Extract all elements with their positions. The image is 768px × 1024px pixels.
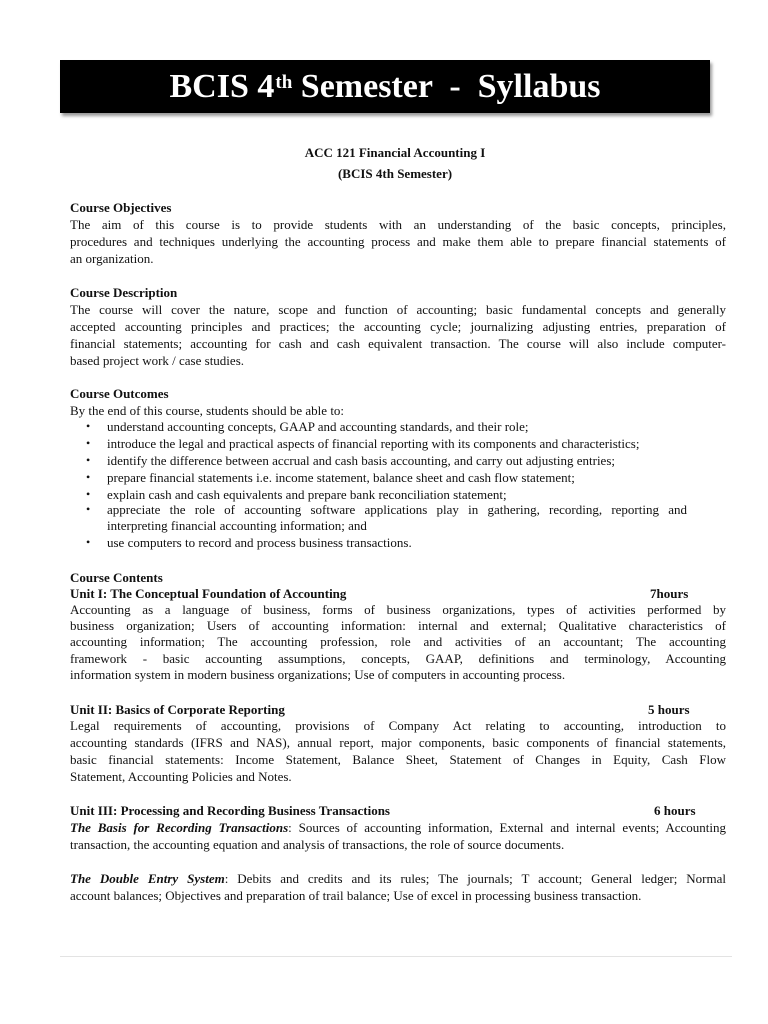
unit3-double-line — [70, 870, 726, 887]
description-heading: Course Description — [70, 285, 178, 300]
unit3-basis-text: : Sources of accounting information, External and internal events; Accounting — [288, 820, 726, 835]
unit1-line: business organization; Users of accounting information: internal and external; Qualitative characteristics of — [70, 618, 726, 633]
unit1-title: Unit I: The Conceptual Foundation of Accounting — [70, 586, 347, 601]
outcome-item: appreciate the role of accounting software applications play in gathering, recording, reporting and — [107, 502, 687, 517]
outcomes-intro: By the end of this course, students should be able to: — [70, 403, 345, 418]
bullet-icon: • — [86, 470, 91, 484]
outcome-item: identify the difference between accrual and cash basis accounting, and carry out adjusting entries; — [107, 453, 616, 468]
unit2-title: Unit II: Basics of Corporate Reporting — [70, 702, 285, 717]
objectives-line: The aim of this course is to provide students with an understanding of the basic concepts, principles, — [70, 217, 726, 232]
bullet-icon: • — [86, 502, 91, 516]
description-line: The course will cover the nature, scope and function of accounting; basic fundamental concepts and generally — [70, 302, 726, 317]
syllabus-banner — [60, 60, 710, 113]
description-line: based project work / case studies. — [70, 353, 245, 368]
unit3-basis-line: transaction, the accounting equation and analysis of transactions, the role of source documents. — [70, 837, 565, 852]
outcome-item-continuation: interpreting financial accounting information; and — [107, 518, 367, 533]
outcome-item: introduce the legal and practical aspects of financial reporting with its components and characteristics; — [107, 436, 640, 451]
unit1-hours: 7hours — [650, 586, 689, 601]
unit1-line: accounting information; The accounting profession, role and activities of an accountant; The accounting — [70, 634, 726, 649]
outcomes-heading: Course Outcomes — [70, 386, 169, 401]
outcome-item: prepare financial statements i.e. income statement, balance sheet and cash flow statement; — [107, 470, 575, 485]
unit1-line: Accounting as a language of business, forms of business organizations, types of activities performed by — [70, 602, 726, 617]
description-line: accepted accounting principles and practices; the accounting cycle; journalizing adjusting entries, preparation of — [70, 319, 726, 334]
objectives-line: an organization. — [70, 251, 154, 266]
outcome-item: understand accounting concepts, GAAP and accounting standards, and their role; — [107, 419, 529, 434]
unit3-double-line: account balances; Objectives and preparation of trail balance; Use of excel in processing business transaction. — [70, 888, 642, 903]
bullet-icon: • — [86, 436, 91, 450]
unit3-double-label: The Double Entry System — [70, 871, 225, 886]
footer-divider — [60, 956, 732, 957]
unit2-line: Legal requirements of accounting, provisions of Company Act relating to accounting, introduction to — [70, 718, 726, 733]
objectives-heading: Course Objectives — [70, 200, 172, 215]
contents-heading: Course Contents — [70, 570, 163, 585]
course-title: ACC 121 Financial Accounting I — [304, 145, 486, 160]
unit1-line: information system in modern business organizations; Use of computers in accounting process. — [70, 667, 566, 682]
unit2-line: Statement, Accounting Policies and Notes. — [70, 769, 292, 784]
description-line: financial statements; accounting for cash and cash equivalent transaction. The course will also include computer- — [70, 336, 726, 351]
unit2-line: accounting standards (IFRS and NAS), annual report, major components, basic components of financial statements, — [70, 735, 726, 750]
outcome-item: use computers to record and process business transactions. — [107, 535, 412, 550]
bullet-icon: • — [86, 419, 91, 433]
course-semester: (BCIS 4th Semester) — [337, 166, 453, 181]
objectives-line: procedures and techniques underlying the accounting process and make them able to prepare financial statements of — [70, 234, 726, 249]
bullet-icon: • — [86, 487, 91, 501]
unit3-title: Unit III: Processing and Recording Business Transactions — [70, 803, 390, 818]
banner-suffix: Semester - Syllabus — [292, 67, 601, 105]
unit2-line: basic financial statements: Income Statement, Balance Sheet, Statement of Changes in Equity, Cash Flow — [70, 752, 726, 767]
unit2-hours: 5 hours — [648, 702, 690, 717]
unit3-double-text: : Debits and credits and its rules; The journals; T account; General ledger; Normal — [224, 871, 726, 886]
outcome-item: explain cash and cash equivalents and prepare bank reconciliation statement; — [107, 487, 507, 502]
banner-prefix: BCIS 4 — [169, 67, 275, 105]
bullet-icon: • — [86, 535, 91, 549]
unit3-basis-line — [70, 819, 726, 836]
unit3-basis-label: The Basis for Recording Transactions — [70, 820, 289, 835]
bullet-icon: • — [86, 453, 91, 467]
unit3-hours: 6 hours — [654, 803, 696, 818]
unit1-line: framework - basic accounting assumptions, concepts, GAAP, definitions and terminology, Accounting — [70, 651, 726, 666]
banner-superscript: th — [275, 71, 293, 93]
